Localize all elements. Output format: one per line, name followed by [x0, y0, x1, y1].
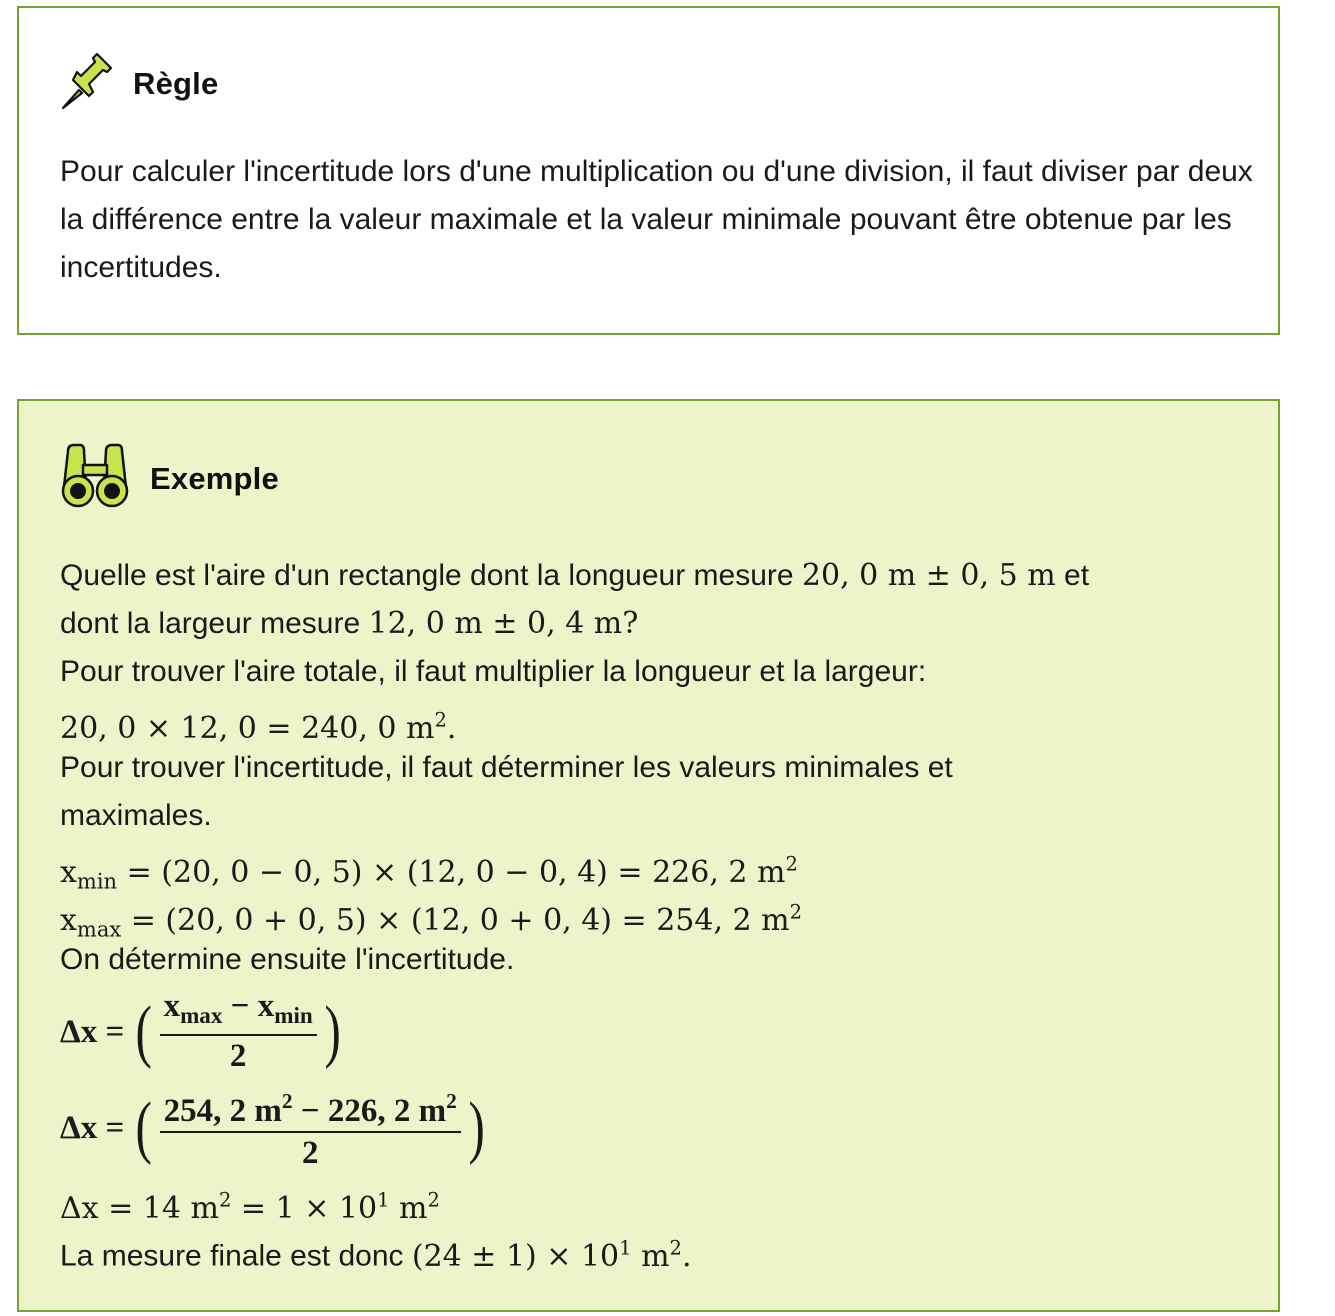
- example-line-6: maximales.: [60, 799, 212, 832]
- text: et: [1055, 559, 1090, 592]
- math-text: .: [681, 1238, 692, 1274]
- math: [411, 1236, 692, 1274]
- math-text: −: [292, 1092, 328, 1129]
- math-sup: 1: [377, 1188, 390, 1211]
- math-sup: 2: [281, 1089, 293, 1114]
- example-line-5: Pour trouver l'incertitude, il faut déterminer les valeurs minimales et: [60, 751, 953, 784]
- right-paren: ): [324, 993, 341, 1070]
- left-paren: (: [135, 1089, 153, 1166]
- example-line-3: Pour trouver l'aire totale, il faut multiplier la longueur et la largeur:: [60, 655, 927, 688]
- numerator: [160, 988, 317, 1037]
- text: dont la largeur mesure: [60, 607, 369, 640]
- example-header: [60, 443, 279, 514]
- left-paren: (: [135, 993, 153, 1070]
- final-measure: [60, 1224, 1260, 1272]
- math: [60, 852, 798, 893]
- math-area: [60, 708, 457, 746]
- math-text: x: [60, 902, 77, 938]
- math-text: x: [257, 987, 275, 1024]
- math-sub: max: [76, 916, 122, 941]
- binoculars-icon: [60, 443, 130, 514]
- math-sup: 2: [446, 1089, 457, 1114]
- math-sub: min: [76, 868, 118, 893]
- math-text: .: [446, 710, 457, 746]
- math-text: m: [389, 1190, 428, 1226]
- text: La mesure finale est donc: [60, 1239, 412, 1273]
- delta-formula: [60, 984, 1260, 1080]
- math-text: Δx =: [60, 1013, 125, 1050]
- math-text: Δx =: [60, 1109, 125, 1146]
- example-line-1: [60, 552, 1260, 600]
- right-paren: ): [468, 1089, 485, 1166]
- math-text: (24 ± 1) × 10: [411, 1238, 620, 1274]
- math-sup: 2: [218, 1188, 232, 1211]
- fraction: [160, 1083, 461, 1173]
- delta-values: [60, 1080, 1260, 1176]
- math-sub: max: [180, 1001, 223, 1028]
- math-length: 20, 0 m ± 0, 5 m: [801, 558, 1056, 593]
- pushpin-icon: [59, 50, 119, 117]
- math-sub: min: [274, 1001, 313, 1028]
- math-sup: 2: [789, 900, 803, 923]
- math-sup: 2: [434, 708, 447, 731]
- example-content: [60, 552, 1260, 1272]
- math-width: 12, 0 m ± 0, 4 m?: [368, 606, 639, 641]
- rule-header: [59, 50, 218, 117]
- xmax-equation: [60, 888, 1260, 941]
- math-sup: 2: [785, 852, 798, 875]
- math-text: = 1 × 10: [231, 1190, 378, 1226]
- math-text: = (20, 0 + 0, 5) × (12, 0 + 0, 4) = 254, 2 m: [121, 902, 790, 938]
- math-sup: 1: [619, 1236, 632, 1259]
- math-sup: 2: [427, 1188, 440, 1211]
- math-text: Δx = 14 m: [60, 1190, 219, 1226]
- xmin-equation: [60, 840, 1260, 893]
- math-text: x: [163, 987, 181, 1024]
- math-text: m: [631, 1238, 670, 1274]
- example-line-4: [60, 696, 1260, 744]
- delta-result: [60, 1176, 1260, 1224]
- rule-box: [17, 6, 1280, 335]
- math: [60, 900, 803, 941]
- math-text: −: [222, 987, 258, 1024]
- example-box: [17, 399, 1280, 1312]
- math: [60, 1188, 440, 1226]
- numerator: [160, 1083, 461, 1133]
- rule-text: Pour calculer l'incertitude lors d'une multiplication ou d'une division, il faut diviser par deux la différence entre la valeur maximale et la valeur minimale pouvant être obtenue par les incertitudes.: [60, 155, 1253, 284]
- math-text: = (20, 0 − 0, 5) × (12, 0 − 0, 4) = 226, 2 m: [117, 854, 786, 890]
- denominator: 2: [301, 1134, 319, 1171]
- example-line-2: [60, 600, 1260, 648]
- math-text: 226, 2 m: [327, 1092, 447, 1129]
- example-line-9: On détermine ensuite l'incertitude.: [60, 943, 515, 976]
- math-text: 254, 2 m: [163, 1092, 282, 1129]
- fraction: [160, 988, 317, 1077]
- text: Quelle est l'aire d'un rectangle dont la longueur mesure: [60, 559, 802, 592]
- denominator: 2: [229, 1038, 247, 1075]
- rule-title: Règle: [133, 65, 219, 101]
- math-sup: 2: [669, 1236, 682, 1259]
- example-title: Exemple: [150, 460, 279, 496]
- math-text: 20, 0 × 12, 0 = 240, 0 m: [60, 710, 435, 746]
- math-text: x: [60, 854, 77, 890]
